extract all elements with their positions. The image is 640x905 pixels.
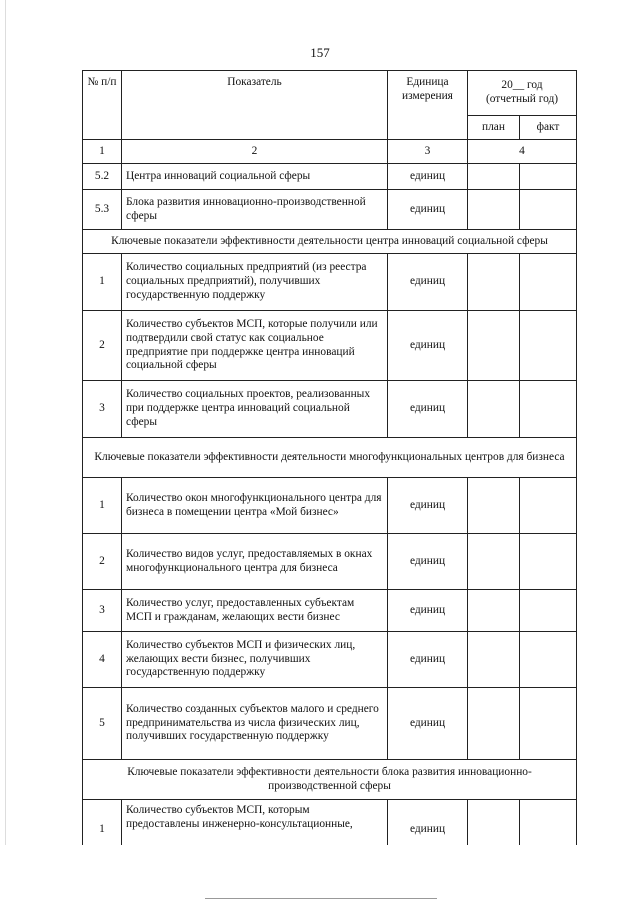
row-plan-cell (468, 632, 520, 688)
section-heading-row (83, 438, 577, 478)
indicators-table (82, 70, 577, 860)
row-unit: единиц (388, 164, 468, 190)
table-row (83, 190, 577, 230)
row-plan-cell (468, 534, 520, 590)
row-indicator: Количество субъектов МСП, которые получили или подтвердили свой статус как социальное предприятие при поддержке центра инноваций социальной сферы (122, 311, 388, 381)
row-indicator: Количество созданных субъектов малого и среднего предпринимательства из числа физических лиц, получивших государственную поддержку (122, 688, 388, 760)
row-unit: единиц (388, 381, 468, 438)
row-plan-cell (468, 590, 520, 632)
row-indicator: Количество видов услуг, предоставляемых в окнах многофункционального центра для бизнеса (122, 534, 388, 590)
row-number: 3 (83, 381, 122, 438)
table-row (83, 381, 577, 438)
row-plan-cell (468, 164, 520, 190)
table-row (83, 688, 577, 760)
row-indicator: Количество окон многофункционального центра для бизнеса в помещении центра «Мой бизнес» (122, 478, 388, 534)
column-number-3: 3 (388, 140, 468, 164)
table-row (83, 632, 577, 688)
row-indicator: Количество социальных предприятий (из реестра социальных предприятий), получивших государственную поддержку (122, 254, 388, 311)
row-number: 5.3 (83, 190, 122, 230)
row-indicator: Количество социальных проектов, реализованных при поддержке центра инноваций социальной сферы (122, 381, 388, 438)
table-row (83, 311, 577, 381)
column-number-row (83, 140, 577, 164)
table-row (83, 534, 577, 590)
scan-edge-line (5, 0, 6, 905)
header-unit (388, 71, 468, 140)
table-row (83, 478, 577, 534)
row-fact-cell (520, 190, 577, 230)
page-cut-off-area (0, 845, 640, 905)
row-unit: единиц (388, 478, 468, 534)
header-fact: факт (520, 116, 577, 140)
row-unit: единиц (388, 800, 468, 860)
table-row (83, 254, 577, 311)
row-indicator: Количество услуг, предоставленных субъектам МСП и гражданам, желающих вести бизнес (122, 590, 388, 632)
row-number: 1 (83, 478, 122, 534)
row-plan-cell (468, 254, 520, 311)
header-year (468, 71, 577, 116)
row-fact-cell (520, 534, 577, 590)
table-row (83, 590, 577, 632)
table-header-row (83, 71, 577, 116)
section-heading-row (83, 760, 577, 800)
row-number: 2 (83, 311, 122, 381)
row-indicator: Блока развития инновационно-производственной сферы (122, 190, 388, 230)
section-heading: Ключевые показатели эффективности деятельности центра инноваций социальной сферы (83, 230, 577, 254)
row-plan-cell (468, 478, 520, 534)
header-num: № п/п (83, 71, 122, 140)
column-number-1: 1 (83, 140, 122, 164)
column-number-4: 4 (468, 140, 577, 164)
header-plan: план (468, 116, 520, 140)
row-fact-cell (520, 311, 577, 381)
table-row (83, 164, 577, 190)
scan-bottom-line (205, 898, 437, 899)
page-number: 157 (310, 45, 330, 60)
row-fact-cell (520, 164, 577, 190)
row-number: 4 (83, 632, 122, 688)
row-unit: единиц (388, 534, 468, 590)
row-unit: единиц (388, 254, 468, 311)
row-fact-cell (520, 381, 577, 438)
row-number: 2 (83, 534, 122, 590)
row-unit: единиц (388, 632, 468, 688)
row-plan-cell (468, 311, 520, 381)
section-heading: Ключевые показатели эффективности деятельности многофункциональных центров для бизнеса (83, 438, 577, 478)
row-fact-cell (520, 688, 577, 760)
row-unit: единиц (388, 688, 468, 760)
column-number-2: 2 (122, 140, 388, 164)
row-fact-cell (520, 478, 577, 534)
header-year-label: 20__ год (501, 79, 543, 92)
row-number: 3 (83, 590, 122, 632)
row-indicator: Количество субъектов МСП, которым предоставлены инженерно-консультационные, (122, 800, 388, 860)
header-unit-label: Единица измерения (402, 76, 453, 102)
row-unit: единиц (388, 311, 468, 381)
row-plan-cell (468, 381, 520, 438)
row-fact-cell (520, 590, 577, 632)
row-number: 5.2 (83, 164, 122, 190)
section-heading-row (83, 230, 577, 254)
row-number: 1 (83, 800, 122, 860)
row-unit: единиц (388, 590, 468, 632)
row-fact-cell (520, 254, 577, 311)
row-indicator: Центра инноваций социальной сферы (122, 164, 388, 190)
row-indicator: Количество субъектов МСП и физических лиц, желающих вести бизнес, получивших государственную поддержку (122, 632, 388, 688)
row-unit: единиц (388, 190, 468, 230)
section-heading: Ключевые показатели эффективности деятельности блока развития инновационно-производственной сферы (83, 760, 577, 800)
row-plan-cell (468, 688, 520, 760)
header-indicator: Показатель (122, 71, 388, 140)
row-number: 1 (83, 254, 122, 311)
row-number: 5 (83, 688, 122, 760)
row-fact-cell (520, 632, 577, 688)
header-year-sub: (отчетный год) (485, 93, 559, 105)
row-plan-cell (468, 190, 520, 230)
